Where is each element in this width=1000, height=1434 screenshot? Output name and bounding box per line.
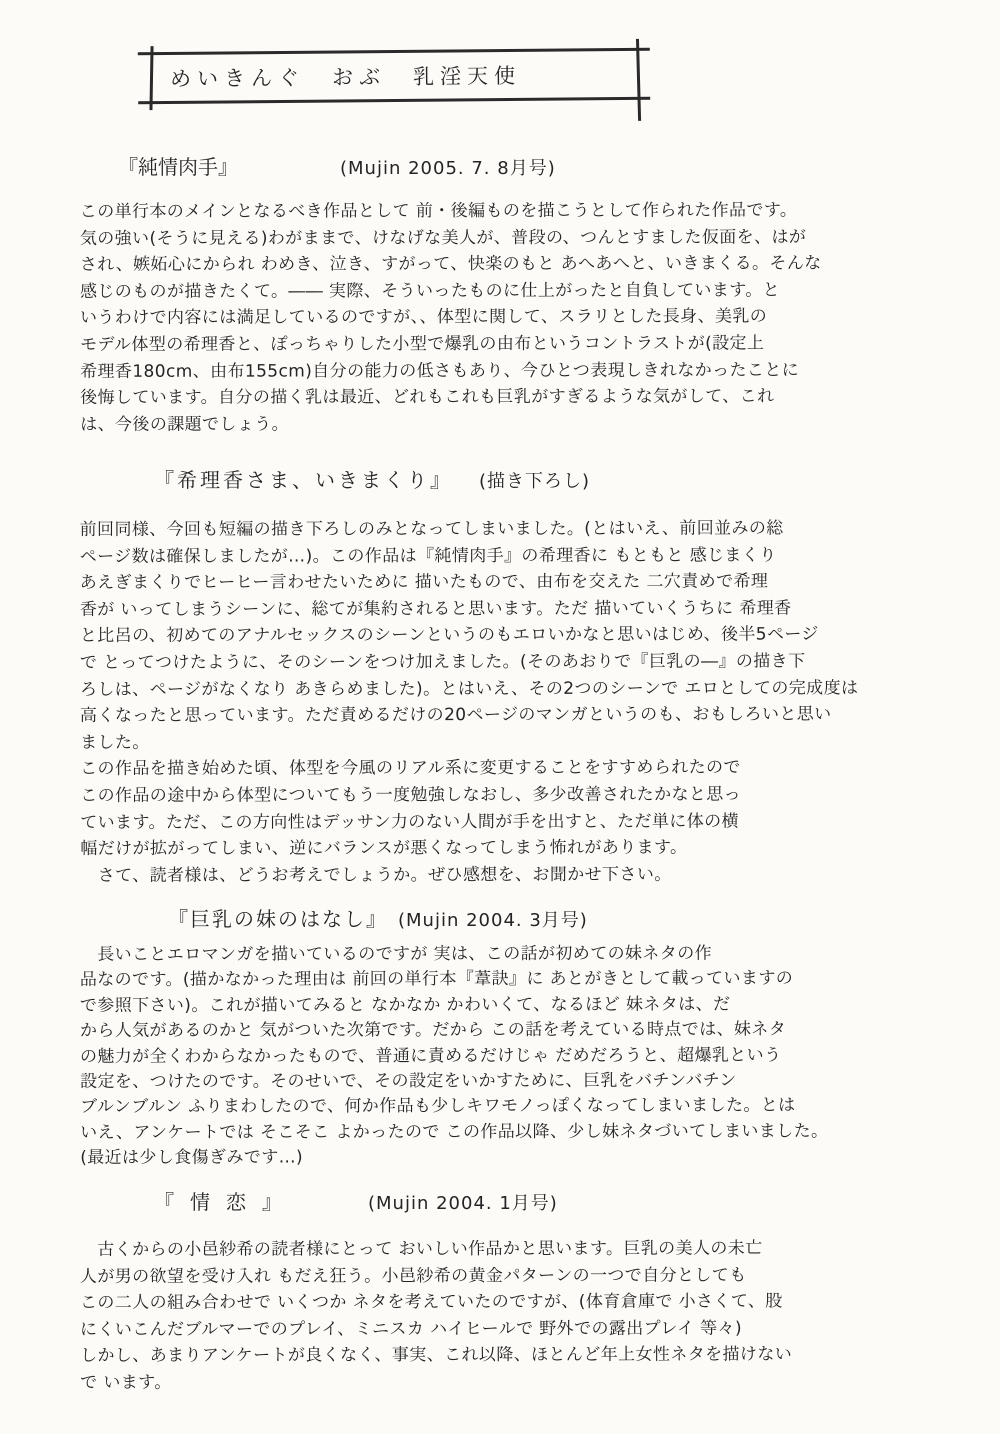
- section-heading: [154, 1186, 960, 1215]
- section-paragraph: 長いことエロマンガを描いているのですが 実は、この話が初めての妹ネタの作 品なのです。(描かなかった理由は 前回の単行本『葦訣』に あとがきとして載っていますの で参照下さい)。これが描いてみると なかなか かわいくて、なるほど 妹ネタは、だ から人気があるのかと 気がついた次第です。だから この話を考えている時点では、妹ネタ の魅力が全くわからなかったもので、普通に責めるだけじゃ だめだろうと、超爆乳という 設定を、つけたのです。そのせいで、その設定をいかすために、巨乳をバチンバチン ブルンブルン ふりまわしたので、何か作品も少しキワモノっぽくなってしまいました。とは いえ、アンケートでは そこそこ よかったので この作品以降、少し妹ネタづいてしまいました。 (最近は少し食傷ぎみです…): [79, 943, 829, 1168]
- section-source-info: (Mujin 2004. 1月号): [368, 1193, 558, 1215]
- section-title: 『情恋』: [154, 1190, 298, 1215]
- section-jouren: [80, 1186, 960, 1396]
- section-heading: [168, 903, 960, 932]
- section-junjou-nikushu: [80, 151, 960, 437]
- section-paragraph: 前回同様、今回も短編の描き下ろしのみとなってしまいました。(とはいえ、前回並みの総 ページ数は確保しましたが…)。この作品は『純情肉手』の希理香に もともと 感じまくり あえぎまくりでヒーヒー言わせたいために 描いたもので、由布を交えた 二穴責めで希理 香が いってしまうシーンに、総てが集約されると思います。ただ 描いていくうちに 希理香 と比呂の、初めてのアナルセックスのシーンというのもエロいかなと思いはじめ、後半5ページ で とってつけたように、そのシーンをつけ加えました。(そのあおりで『巨乳の―』の描き下 ろしは、ページがなくなり あきらめました)。とはいえ、その2つのシーンで エロとしての完成度は 高くなったと思っています。ただ責めるだけの20ページのマンガというのも、おもしろいと思い ました。 この作品を描き始めた頃、体型を今風のリアル系に変更することをすすめられたので この作品の途中から体型についてもう一度勉強しなおし、多少改善されたかなと思っ ています。ただ、この方向性はデッサン力のない人間が手を出すと、ただ単に体の横 幅だけが拡がってしまい、逆にバランスが悪くなってしまう怖れがあります。 さて、読者様は、どうお考えでしょうか。ぜひ感想を、お聞かせ下さい。: [79, 518, 859, 886]
- section-source-info: (Mujin 2005. 7. 8月号): [340, 158, 556, 179]
- box-corner-tick-left: [149, 46, 153, 110]
- section-paragraph: この単行本のメインとなるべき作品として 前・後編ものを描こうとして作られた作品です。 気の強い(そうに見える)わがままで、けなげな美人が、普段の、つんとすました仮面を、はが され、嫉妬心にかられ わめき、泣き、すがって、快楽のもと あへあへと、いきまくる。そんな 感じのものが描きたくて。―― 実際、そういったものに仕上がったと自負しています。と いうわけで内容には満足しているのですが、、体型に関して、スラリとした長身、美乳の モデル体型の希理香と、ぽっちゃりした小型で爆乳の由布というコントラストが(設定上 希理香180cm、由布155cm)自分の能力の低さもあり、今ひとつ表現しきれなかったことに 後悔しています。自分の描く乳は最近、どれもこれも巨乳がすぎるような気がして、これ は、今後の課題でしょう。: [79, 200, 822, 435]
- section-heading: [154, 464, 960, 493]
- section-title: 『希理香さま、いきまくり』: [154, 468, 453, 493]
- section-source-info: (描き下ろし): [479, 471, 591, 493]
- section-paragraph: 古くからの小邑紗希の読者様にとって おいしい作品かと思います。巨乳の美人の未亡 人が男の欲望を受け入れ もだえ狂う。小邑紗希の黄金パターンの一つで自分としても この二人の組み合わせで いくつか ネタを考えていたのですが、(体育倉庫で 小さくて、股 にくいこんだブルマーでのプレイ、ミニスカ ハイヒールで 野外での露出プレイ 等々) しかし、あまりアンケートが良くなく、事実、これ以降、ほとんど年上女性ネタを描けない で います。: [79, 1238, 793, 1394]
- page-title: めいきんぐ おぶ 乳淫天使: [169, 63, 522, 91]
- section-kyonyuu-no-imouto: [80, 903, 960, 1171]
- section-title: 『純情肉手』: [118, 155, 238, 179]
- section-title: 『巨乳の妹のはなし』: [168, 906, 388, 931]
- section-heading: [118, 151, 960, 180]
- box-corner-tick-right: [636, 39, 641, 121]
- section-kirika-sama-ikimakuri: [80, 464, 960, 888]
- section-source-info: (Mujin 2004. 3月号): [398, 909, 588, 931]
- title-box: [138, 48, 650, 104]
